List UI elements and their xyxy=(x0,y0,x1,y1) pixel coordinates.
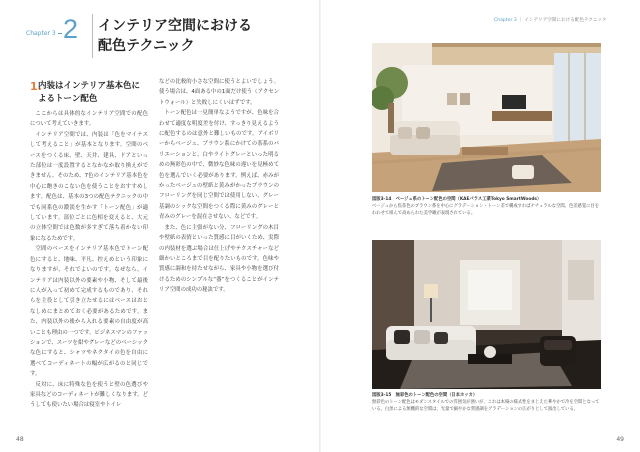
section-title: 内装はインテリア基本色に よるトーン配色 xyxy=(38,81,141,104)
chapter-title-line2: 配色テクニック xyxy=(98,38,195,54)
running-head-title: ｜ インテリア空間における配色テクニック xyxy=(518,18,607,23)
paragraph: ここからは具体的なインテリア空間での配色について考えていきます。 xyxy=(30,111,148,128)
caption-2-text: 無彩色のトーン配色はモダンスタイルでの雰囲気が強いが、これは本場の様式性をまじえた華やかで冷を空間となっている。白黒による無機的な空間は、光量で細やかな質感調をグラデーションの広がりとして演出している。 xyxy=(372,400,600,413)
chapter-label: Chapter 3 xyxy=(26,30,56,37)
paragraph: 反対に、床に特殊な色を使うと壁の色選びや家具などのコーディネートが難しくなります。どうしても使いたい場合は寝室やトイレ xyxy=(30,381,148,409)
chapter-divider xyxy=(92,14,93,58)
chapter-title xyxy=(98,16,252,56)
chapter-dash xyxy=(58,33,62,34)
running-head-chapter: Chapter 3 xyxy=(494,18,517,23)
paragraph: また、色に主張がない分、フローリングの木目や壁紙の表情といった質感に目がいくため、実際の内装材を選ぶ場合は仕上げやテクスチャーなど細かいところまで目を配りたいものです。色味や質感に調和を持たせながら、家具や小物を選び付けるためのシンプルな“器”をつくることがインテリア空間の成功の秘訣です。 xyxy=(159,224,279,294)
body-column-1 xyxy=(30,109,148,411)
section-number: 1. xyxy=(30,80,42,93)
paragraph: インテリア空間では、内装は「色をマイナスして考えること」が基本となります。空間のベースをつくる床、壁、天井、建具、ドアといった部位は一度設置するとなかなか取り換えができません。そのため、7色のインテリア基本色を中心に飽きのこない色を使うことをおすすめします。配色は、基本の3つの配色テクニックの中でも同系色の濃淡を生かす「トーン配色」が適しています。部位ごとに色相を変えると、大元の立体空間では色数が多すぎて落ち着かない印象になるためです。 xyxy=(30,131,148,242)
chapter-number: 2 xyxy=(63,14,79,44)
caption-2-title: 図版3-15 無彩色のトーン配色の空間（日本ホッカ） xyxy=(372,393,478,398)
page-number-left: 48 xyxy=(16,436,24,443)
photo-monochrome-living-room xyxy=(372,240,601,389)
caption-1-title: 図版3-14 ベージュ系のトーン配色の空間（KAEパラス工業Tokyo SmartWoods） xyxy=(372,197,542,202)
body-column-2 xyxy=(159,77,279,296)
paragraph: などの比較的小さな空間に使うとよいでしょう。使う場合は、4面ある中の1面だけ使う（アクセントウォール）と失敗しにくいはずです。 xyxy=(159,79,279,106)
caption-1 xyxy=(372,196,601,218)
page-number-right: 49 xyxy=(616,436,624,443)
paragraph: トーン配色は一見簡単なようですが、色味を合わせて適度な明度差を付け、すっきり見えるように配色するのは意外と難しいものです。アイボリーからベージュ、ブラウン系にかけての茶系のバリエーションと、白やライトグレーといった明るめの無彩色の中で、微妙な色味の違いを見極めて色を選んでいく必要があります。例えば、赤みがかったベージュの壁紙と黄みがかったブラウンのフローリングを同じ空間では使用しない、グレー基調のシックな空間をつくる際に黄みのグレーと青みのグレーを混在させない、などです。 xyxy=(159,110,279,221)
caption-2 xyxy=(372,392,601,414)
paragraph: 空間のベースをインテリア基本色でトーン配色にすると、地味、平凡、控えめという印象になりますが、それでよいのです。なぜなら、インテリアは内装以外の要素や小物、そして最後に人が入って初めて完成するものであり、それらを主役として引き立たせるにはベースはおとなしめにまとめておく必要があるためです。また、内装以外の後から入れる要素の自由度が高いことも理由の一つです。ビジネスマンのファッションで、スーツを紺やグレーなどのベーシックな色にすると、シャツやネクタイの色を自由に選べてコーディネートの幅が広がるのと同じです。 xyxy=(30,246,148,378)
photo-beige-living-room xyxy=(372,43,601,192)
running-head xyxy=(494,17,607,23)
chapter-title-line1: インテリア空間における xyxy=(98,18,252,34)
gutter xyxy=(319,0,321,452)
monochrome-room-illustration xyxy=(372,240,601,389)
caption-1-text: ベージュから焦茶色のブラウン系を中心にグラデーション・トーン差で構成すればナチュラルな空間。色差感覚に目をわわせて組んで高められた美学観が表現されている。 xyxy=(372,204,600,217)
beige-room-illustration xyxy=(372,43,601,192)
